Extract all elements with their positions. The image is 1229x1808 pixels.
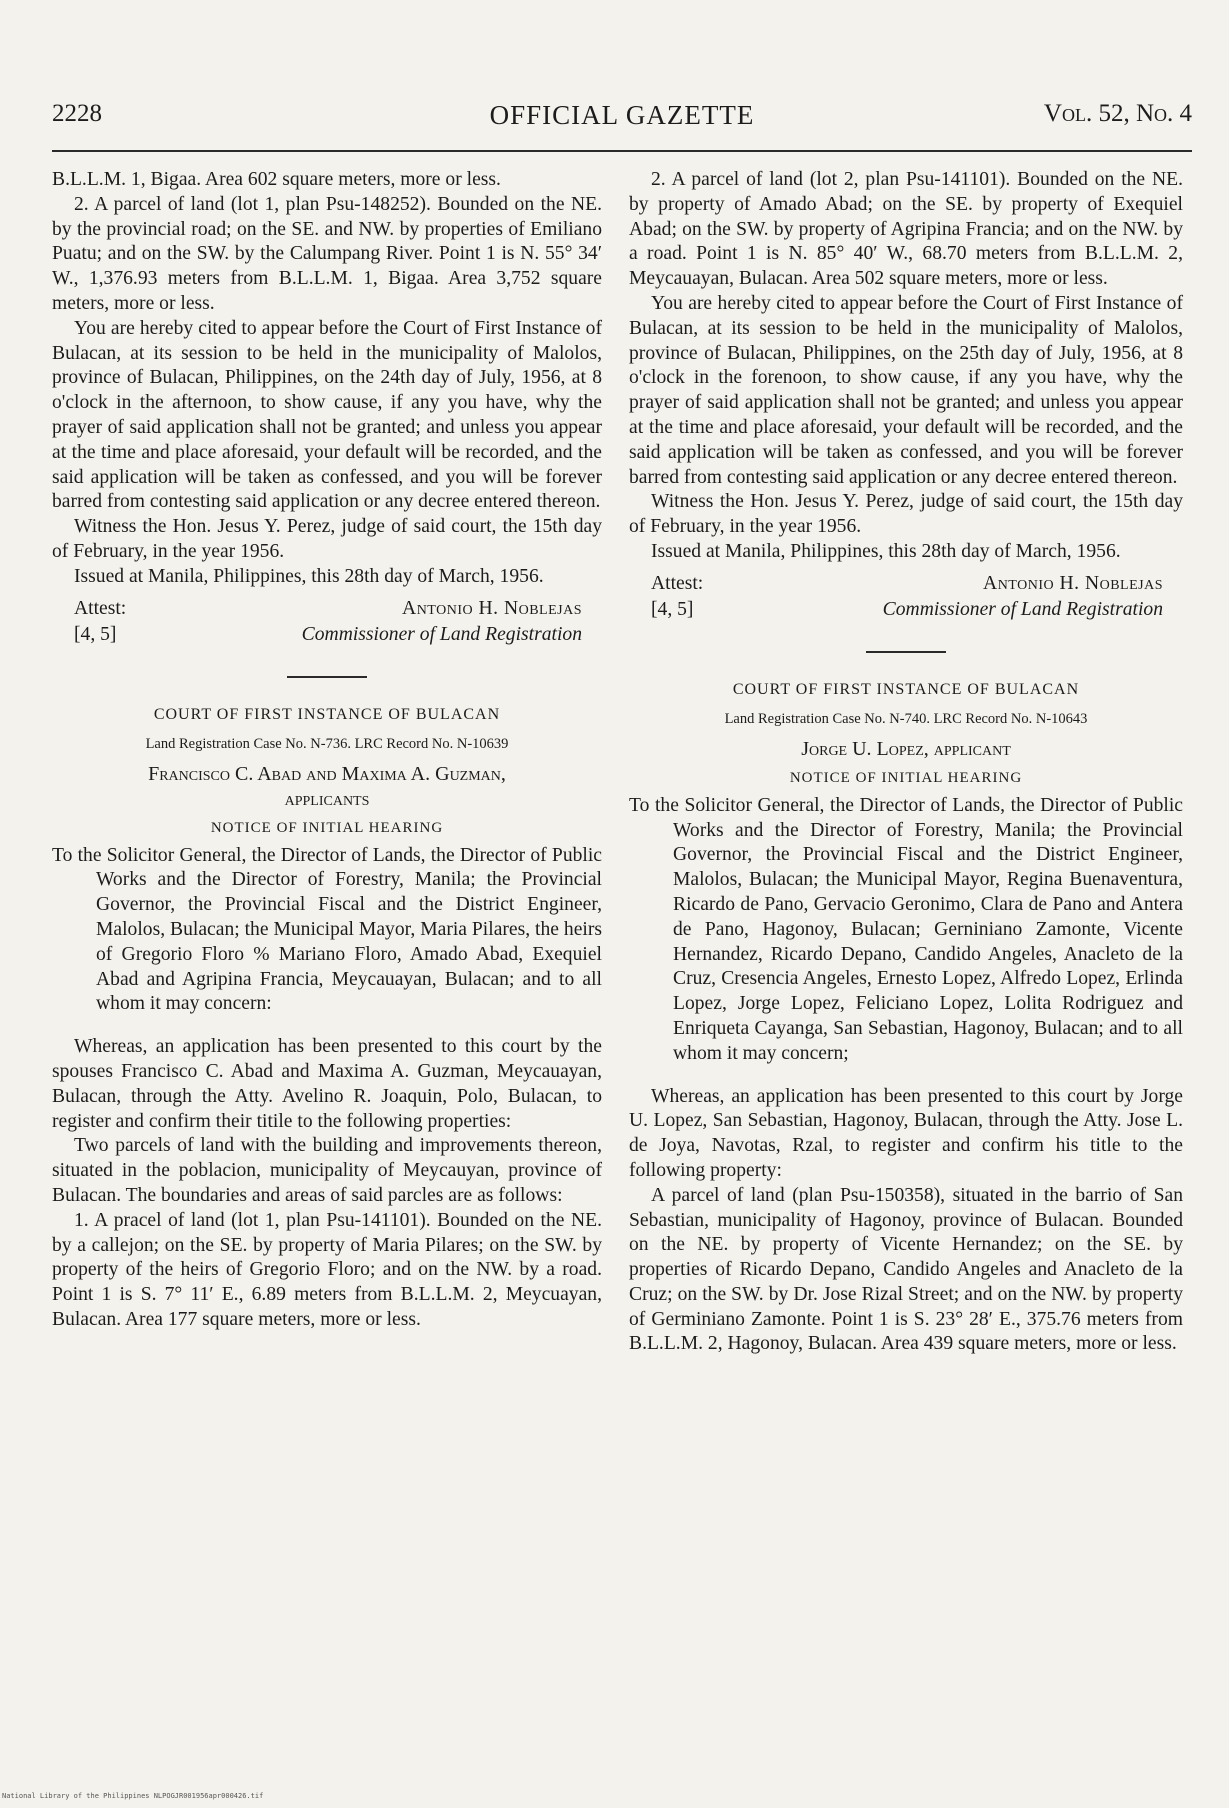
- header-rule: [52, 150, 1192, 152]
- paragraph: You are hereby cited to appear before the Court of First Instance of Bulacan, at its session to be held in the municipality of Malolos, province of Bulacan, Philippines, on the 24th day of July, 1956, at 8 o'clock in the afternoon, to show cause, if any you have, why the prayer of said application shall not be granted; and unless you appear at the time and place aforesaid, your default will be recorded, and the said application will be taken as confessed, and you will be forever barred from contesting said application or any decree entered thereon.: [52, 317, 602, 513]
- right-column: [629, 168, 1183, 1357]
- attest-title: Commissioner of Land Registration: [882, 598, 1163, 620]
- addressees: To the Solicitor General, the Director of Lands, the Director of Public Works and the Director of Forestry, Manila; the Provincial Governor, the Provincial Fiscal and the District Engineer, Malolos, Bulacan; the Municipal Mayor, Regina Buenaventura, Ricardo de Pano, Gervacio Geronimo, Clara de Pano and Antera de Pano, Hagonoy, Bulacan; Gerniniano Zamonte, Vicente Hernandez, Ricardo Depano, Candido Angeles, Anacleto de la Cruz, Cresencia Angeles, Ernesto Lopez, Alfredo Lopez, Erlinda Lopez, Jorge Lopez, Feliciano Lopez, Lolita Rodriguez and Enriqueta Cayanga, San Sebastian, Hagonoy, Bulacan; and to all whom it may concern;: [629, 794, 1183, 1064]
- publication-title: OFFICIAL GAZETTE: [489, 100, 755, 130]
- paragraph: You are hereby cited to appear before the Court of First Instance of Bulacan, at its session to be held in the municipality of Malolos, province of Bulacan, Philippines, on the 25th day of July, 1956, at 8 o'clock in the forenoon, to show cause, if any you have, why the prayer of said application shall not be granted; and unless you appear at the time and place aforesaid, your default will be recorded, and the said application will be taken as confessed, and you will be forever barred from contesting said application or any decree entered thereon.: [629, 292, 1183, 488]
- section-divider: [287, 676, 367, 678]
- paragraph: Witness the Hon. Jesus Y. Perez, judge of said court, the 15th day of February, in the year 1956.: [52, 516, 602, 562]
- attest-label: Attest:: [74, 597, 127, 619]
- paragraph: Whereas, an application has been presented to this court by Jorge U. Lopez, San Sebastian, Hagonoy, Bulacan, through the Atty. Jose L. de Joya, Navotas, Rzal, to register and confirm his title to the following property:: [629, 1085, 1183, 1181]
- issue-reference: [4, 5]: [74, 623, 117, 645]
- page-number: 2228: [52, 100, 102, 127]
- section-divider: [866, 651, 946, 653]
- paragraph: A parcel of land (plan Psu-150358), situated in the barrio of San Sebastian, municipality of Hagonoy, province of Bulacan. Bounded on the NE. by property of Vicente Hernandez; on the SE. by properties of Ricardo Depano, Candido Angeles and Anacleto de la Cruz; on the SW. by Dr. Jose Rizal Street; and on the NW. by property of Germiniano Zamonte. Point 1 is S. 23° 28′ E., 375.76 meters from B.L.L.M. 2, Hagonoy, Bulacan. Area 439 square meters, more or less.: [629, 1184, 1183, 1355]
- notice-heading: NOTICE OF INITIAL HEARING: [210, 819, 444, 836]
- paragraph: 2. A parcel of land (lot 1, plan Psu-148252). Bounded on the NE. by the provincial road; on the SE. and NW. by properties of Emiliano Puatu; and on the SW. by the Calumpang River. Point 1 is N. 55° 34′ W., 1,376.93 meters from B.L.L.M. 1, Bigaa. Area 3,752 square meters, more or less.: [52, 193, 602, 314]
- paragraph: Witness the Hon. Jesus Y. Perez, judge of said court, the 15th day of February, in the year 1956.: [629, 491, 1183, 538]
- applicant-name: Jorge U. Lopez, applicant: [801, 737, 1011, 760]
- paragraph: Whereas, an application has been presented to this court by the spouses Francisco C. Abad and Maxima A. Guzman, Meycauayan, Bulacan, through the Atty. Avelino R. Joaquin, Polo, Bulacan, to register and confirm their titile to the following properties:: [52, 1036, 602, 1132]
- case-number: Land Registration Case No. N-740. LRC Record No. N-10643: [724, 710, 1088, 727]
- paragraph: Issued at Manila, Philippines, this 28th day of March, 1956.: [651, 540, 1121, 562]
- court-heading: COURT OF FIRST INSTANCE OF BULACAN: [732, 680, 1080, 698]
- applicant-name: Francisco C. Abad and Maxima A. Guzman,: [148, 762, 506, 785]
- paragraph: Issued at Manila, Philippines, this 28th day of March, 1956.: [74, 565, 544, 587]
- volume-issue: Vol. 52, No. 4: [1043, 100, 1192, 127]
- paragraph: 1. A pracel of land (lot 1, plan Psu-141101). Bounded on the NE. by a callejon; on the SE. by property of Maria Pilares; on the SW. by property of the heirs of Gregorio Floro; and on the NW. by a road. Point 1 is S. 7° 11′ E., 6.89 meters from B.L.L.M. 2, Meycuayan, Bulacan. Area 177 square meters, more or less.: [52, 1209, 602, 1330]
- attest-label: Attest:: [651, 572, 704, 594]
- signature-block: [629, 571, 1183, 623]
- applicant-role: applicants: [284, 787, 370, 810]
- court-heading: COURT OF FIRST INSTANCE OF BULACAN: [153, 705, 501, 723]
- attest-title: Commissioner of Land Registration: [301, 623, 582, 645]
- attest-name: Antonio H. Noblejas: [402, 597, 582, 619]
- left-column: [52, 168, 602, 1333]
- attest-name: Antonio H. Noblejas: [983, 572, 1163, 594]
- paragraph: 2. A parcel of land (lot 2, plan Psu-141101). Bounded on the NE. by property of Amado Abad; on the SE. by property of Exequiel Abad; on the SW. by property of Agripina Francia; and on the NW. by a road. Point 1 is N. 85° 40′ W., 68.70 meters from B.L.L.M. 2, Meycauayan, Bulacan. Area 502 square meters, more or less.: [629, 169, 1183, 290]
- issue-reference: [4, 5]: [651, 598, 694, 620]
- paragraph: B.L.L.M. 1, Bigaa. Area 602 square meters, more or less.: [52, 169, 501, 190]
- scan-footer: National Library of the Philippines NLPOGJR001956apr000426.tif: [2, 1792, 264, 1800]
- case-number: Land Registration Case No. N-736. LRC Record No. N-10639: [145, 735, 509, 752]
- page-header: [52, 100, 1192, 140]
- paragraph: Two parcels of land with the building and improvements thereon, situated in the poblacion, municipality of Meycauyan, province of Bulacan. The boundaries and areas of said parcles are as follows:: [52, 1135, 602, 1206]
- signature-block: [52, 596, 602, 648]
- notice-heading: NOTICE OF INITIAL HEARING: [789, 769, 1023, 786]
- addressees: To the Solicitor General, the Director of Lands, the Director of Public Works and the Director of Forestry, Manila; the Provincial Governor, the Provincial Fiscal and the District Engineer, Malolos, Bulacan; the Municipal Mayor, Maria Pilares, the heirs of Gregorio Floro % Mariano Floro, Amado Abad, Exequiel Abad and Agripina Francia, Meycauayan, Bulacan; and to all whom it may concern:: [52, 844, 602, 1015]
